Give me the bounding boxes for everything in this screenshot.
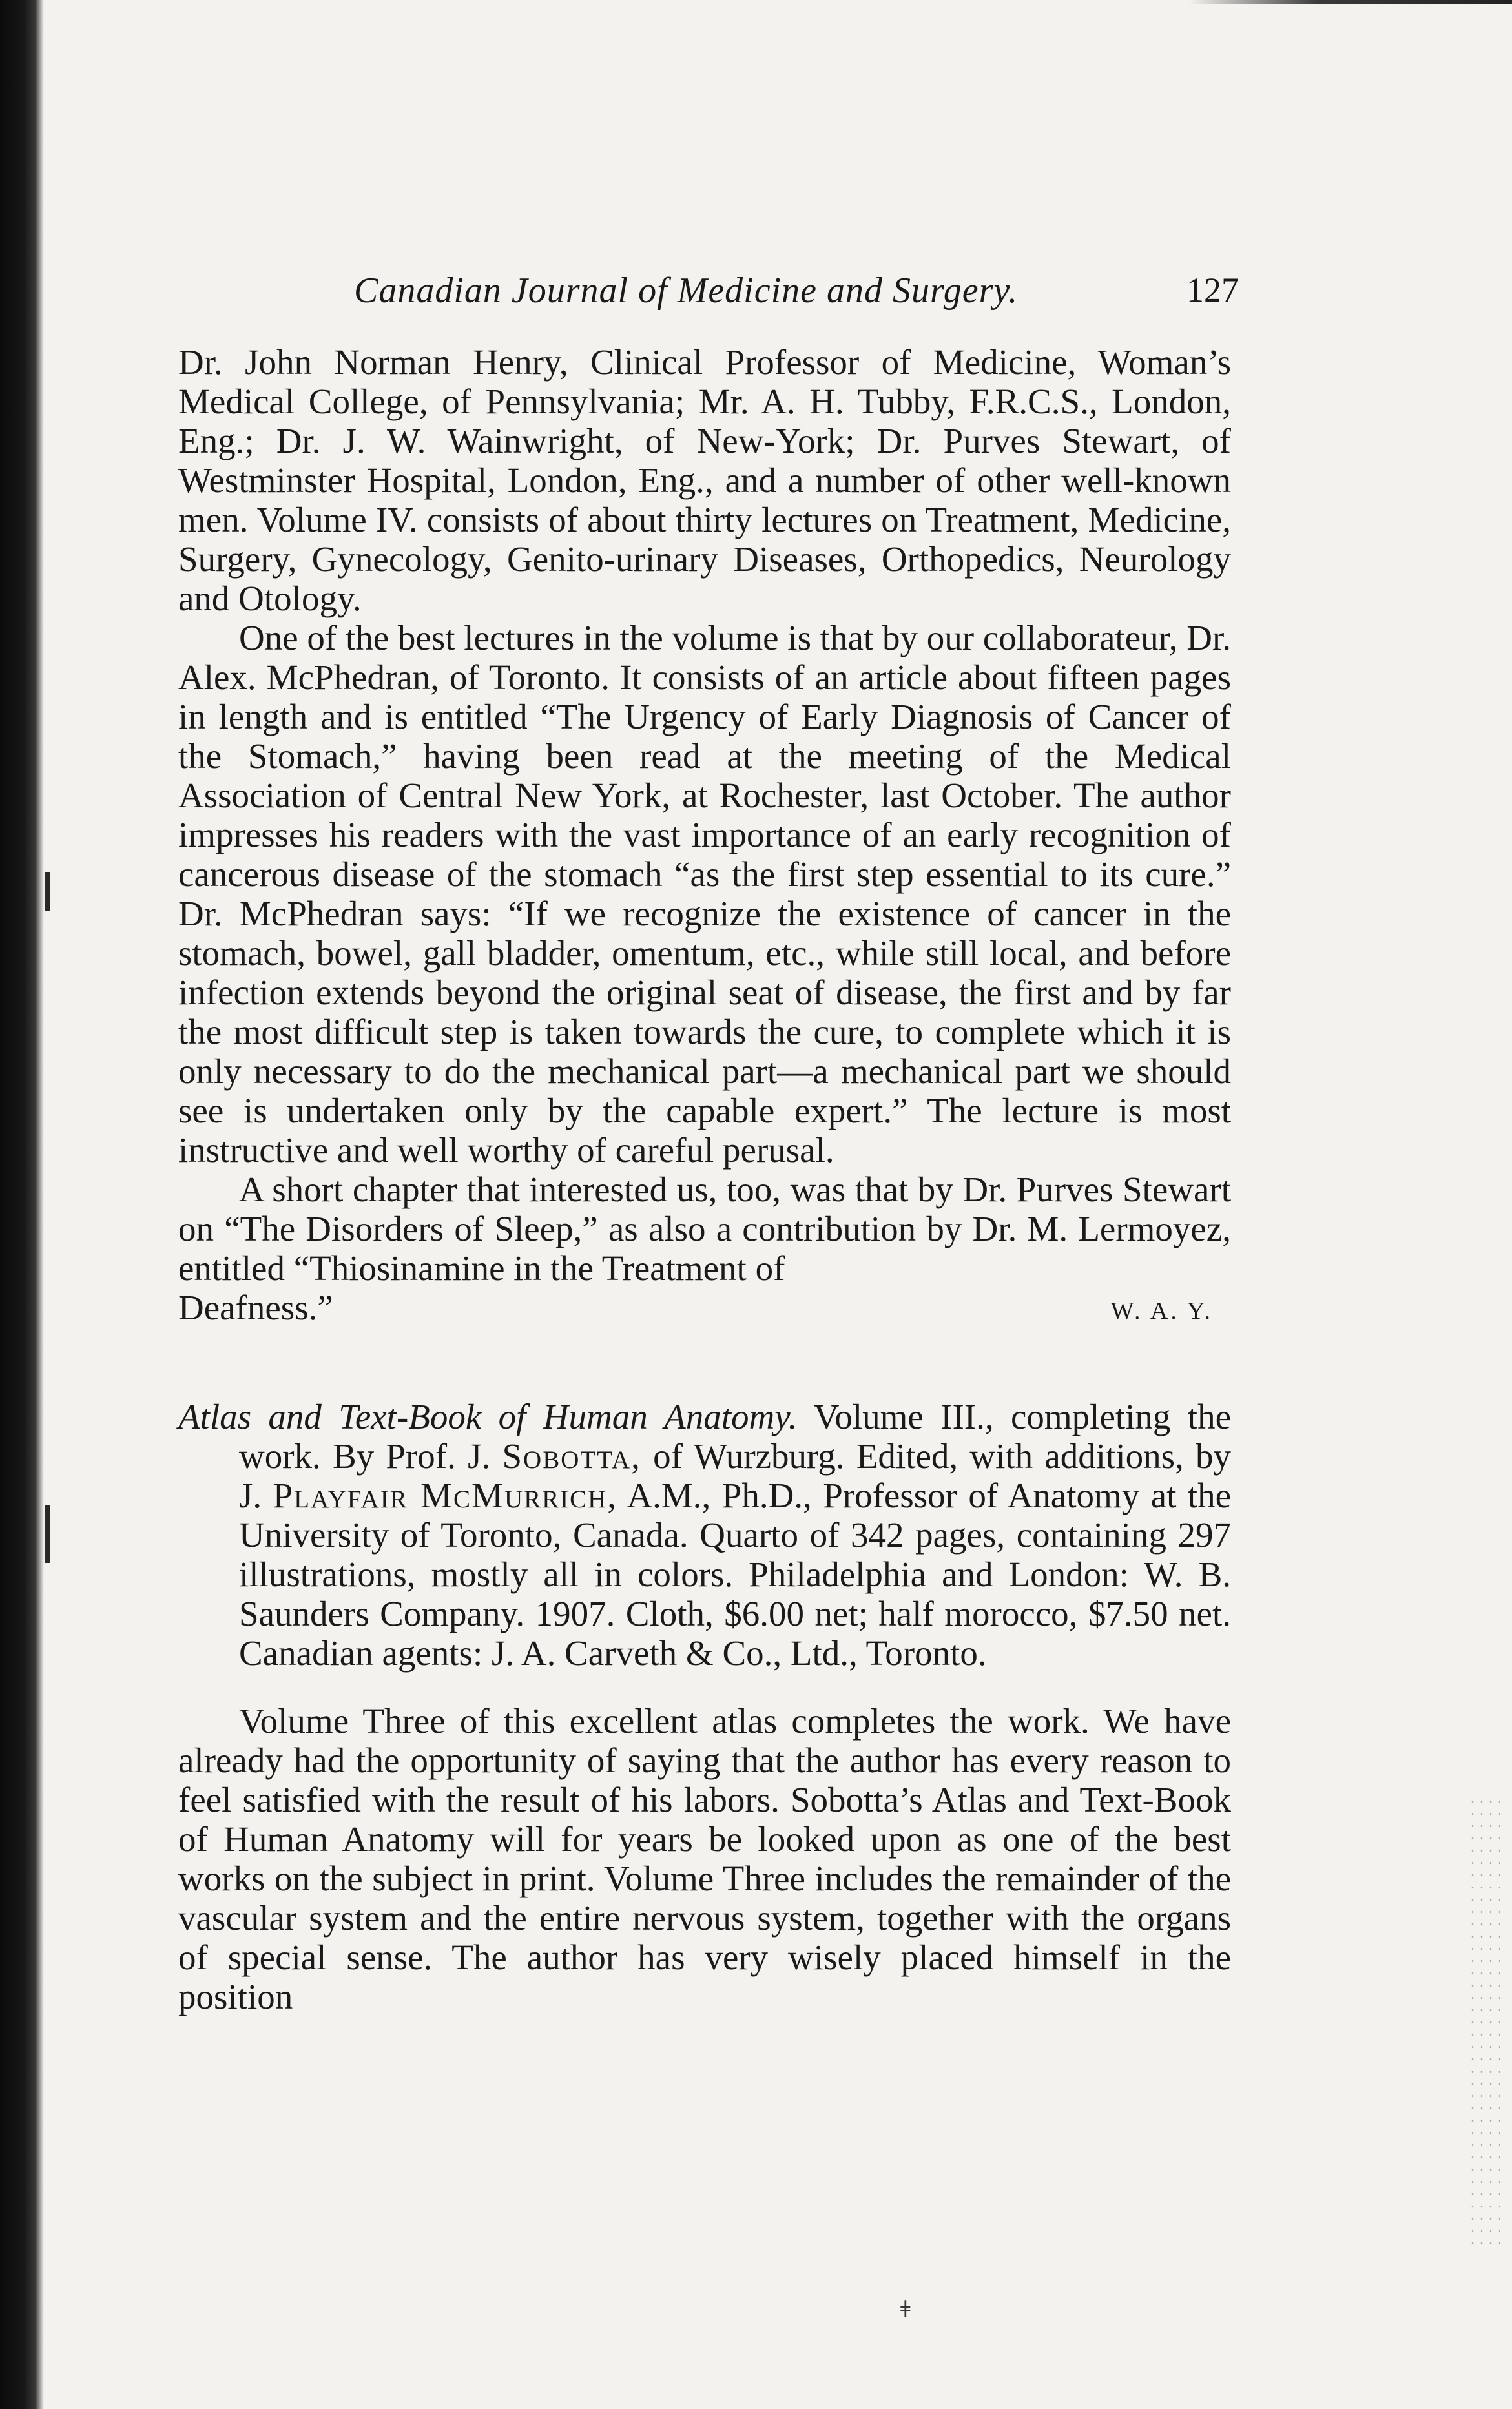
footer-mark: ǂ	[900, 2297, 911, 2322]
review-heading-text: of Wurzburg. Edited, with additions, by J.	[239, 1436, 1231, 1515]
binding-speck	[45, 1505, 50, 1563]
running-head	[354, 270, 1239, 322]
signoff-line	[178, 1288, 1231, 1327]
review-body-paragraph: Volume Three of this excellent atlas completes the work. We have already had the opportunity of saying that the author has every reason to feel satisfied with the result of his labors. Sobotta’s Atlas and Text-Book of Human Anatomy will for years be looked upon as one of the best works on the subject in print. Volume Three includes the remainder of the vascular system and the entire nervous system, together with the organs of special sense. The author has very wisely placed himself in the position	[178, 1701, 1231, 2016]
journal-title: Canadian Journal of Medicine and Surgery.	[354, 271, 1019, 311]
margin-noise	[1468, 1795, 1500, 2248]
article-paragraph-1: Dr. John Norman Henry, Clinical Professor of Medicine, Woman’s Medical College, of Pennsylvania; Mr. A. H. Tubby, F.R.C.S., London, Eng.; Dr. J. W. Wainwright, of New-York; Dr. Purves Stewart, of Westminster Hospital, London, Eng., and a number of other well-known men. Volume IV. consists of about thirty lectures on Treatment, Medicine, Surgery, Gynecology, Genito-urinary Diseases, Orthopedics, Neurology and Otology.	[178, 342, 1231, 618]
article-paragraph-3: A short chapter that interested us, too, was that by Dr. Purves Stewart on “The Disorders of Sleep,” as also a contribution by Dr. M. Lermoyez, entitled “Thiosinamine in the Treatment of	[178, 1170, 1231, 1288]
editor-name: Playfair McMurrich,	[273, 1476, 618, 1515]
binding-speck	[45, 872, 50, 911]
binding-shadow	[0, 0, 44, 2409]
book-title: Atlas and Text-Book of Human Anatomy.	[178, 1397, 798, 1436]
review-heading-text: A.M., Ph.D., Professor of Anatomy at the University of Toronto, Canada. Quarto of 342 pages, containing 297 illustrations, mostly all in colors. Philadelphia and London: W. B. Saunders Company. 1907. Cloth, $6.00 net; half morocco, $7.50 net. Canadian agents: J. A. Carveth & Co., Ltd., Toronto.	[239, 1476, 1232, 1673]
review-heading-text: Volume III., completing the work. By Prof. J.	[239, 1397, 1231, 1476]
page-number: 127	[1186, 271, 1239, 309]
reviewer-initials: W. A. Y.	[1110, 1298, 1213, 1325]
top-edge-rule	[1189, 0, 1512, 4]
article-paragraph-3-end: Deafness.”	[178, 1288, 333, 1327]
text-column	[178, 342, 1231, 2016]
article-paragraph-2: One of the best lectures in the volume is that by our collaborateur, Dr. Alex. McPhedran, of Toronto. It consists of an article about fifteen pages in length and is entitled “The Urgency of Early Diagnosis of Cancer of the Stomach,” having been read at the meeting of the Medical Association of Central New York, at Rochester, last October. The author impresses his readers with the vast importance of an early recognition of cancerous disease of the stomach “as the first step essential to its cure.” Dr. McPhedran says: “If we recognize the existence of cancer in the stomach, bowel, gall bladder, omentum, etc., while still local, and before infection extends beyond the original seat of disease, the first and by far the most difficult step is taken towards the cure, to complete which it is only necessary to do the mechanical part—a mechanical part we should see is undertaken only by the capable expert.” The lecture is most instructive and well worthy of careful perusal.	[178, 618, 1231, 1170]
author-name: Sobotta,	[502, 1436, 641, 1476]
review-heading	[178, 1397, 1231, 1673]
